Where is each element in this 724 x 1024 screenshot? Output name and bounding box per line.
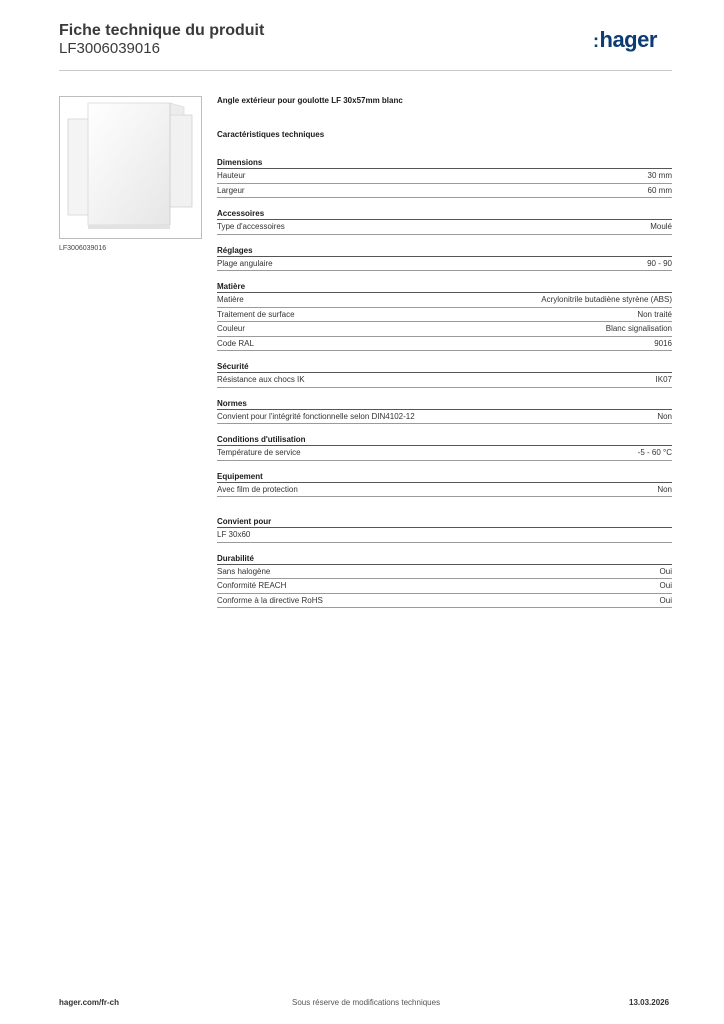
spec-group-title: Conditions d'utilisation [217,433,672,446]
spec-group [217,360,672,388]
spec-label: Hauteur [217,171,246,180]
spec-row [217,337,672,352]
corner-piece-illustration [60,97,201,238]
spec-row [217,373,672,388]
spec-value: Blanc signalisation [605,324,672,333]
spec-label: Largeur [217,185,245,195]
spec-value: Non [657,411,672,421]
spec-value: 30 mm [647,171,672,180]
spec-value: 90 - 90 [647,258,672,268]
spec-group [217,433,672,461]
spec-group [217,397,672,425]
spec-group [217,280,672,351]
spec-row [217,565,672,580]
spec-row [217,220,672,235]
spec-group-title: Dimensions [217,156,672,169]
spec-row [217,594,672,609]
spec-row [217,446,672,461]
spec-group-title: Réglages [217,244,672,257]
logo-dots: : [593,31,599,51]
spec-value: 60 mm [647,185,672,195]
spec-row [217,257,672,272]
spec-group-title: Equipement [217,470,672,483]
spec-label: Type d'accessoires [217,222,285,231]
spec-label: Traitement de surface [217,309,295,319]
spec-value: Oui [659,581,672,590]
spec-group [217,470,672,498]
spec-label: Avec film de protection [217,484,298,494]
spec-label: Résistance aux chocs IK [217,375,305,384]
footer-date: 13.03.2026 [629,998,670,1007]
hager-logo [593,27,657,53]
spec-group [217,515,672,543]
product-name: Angle extérieur pour goulotte LF 30x57mm blanc [217,96,403,105]
spec-label: LF 30x60 [217,530,251,539]
spec-value: Moulé [650,222,672,231]
spec-value: Acrylonitrile butadiène styrène (ABS) [541,295,672,304]
spec-label: Sans halogène [217,566,271,576]
spec-value: Oui [659,566,672,576]
spec-row [217,528,672,543]
spec-value: Oui [659,595,672,605]
footer-disclaimer: Sous réserve de modifications techniques [292,998,441,1007]
spec-group [217,244,672,272]
spec-label: Conforme à la directive RoHS [217,595,323,605]
spec-row [217,579,672,594]
spec-row [217,308,672,323]
spec-label: Température de service [217,448,301,457]
spec-label: Matière [217,295,244,304]
spec-group-title: Durabilité [217,552,672,565]
spec-value: Non traité [637,309,672,319]
spec-row [217,483,672,498]
spec-label: Code RAL [217,338,254,348]
spec-row [217,293,672,308]
spec-group-title: Accessoires [217,207,672,220]
spec-label: Plage angulaire [217,258,273,268]
product-reference: LF3006039016 [59,40,160,57]
spec-row [217,410,672,425]
spec-group-title: Normes [217,397,672,410]
spec-group-title: Matière [217,280,672,293]
section-heading: Caractéristiques techniques [217,130,325,139]
spec-value: IK07 [655,375,672,384]
spec-row [217,322,672,337]
spec-groups [217,156,672,608]
spec-group [217,207,672,235]
spec-label: Conformité REACH [217,581,287,590]
spec-label: Convient pour l'intégrité fonctionnelle selon DIN4102-12 [217,411,415,421]
spec-group-title: Sécurité [217,360,672,373]
spec-row [217,184,672,199]
product-image [59,96,202,239]
spec-group-title: Convient pour [217,515,672,528]
spec-label: Couleur [217,324,246,333]
spec-value: -5 - 60 °C [637,448,672,457]
spec-group [217,156,672,198]
spec-row [217,169,672,184]
specifications [217,96,672,617]
header-divider [59,70,672,71]
footer-website: hager.com/fr-ch [59,998,120,1007]
image-caption: LF3006039016 [59,245,107,252]
spec-value: Non [657,484,672,494]
spec-group [217,552,672,609]
spec-value: 9016 [654,338,672,348]
document-title: Fiche technique du produit [59,22,265,39]
logo-text: hager [599,27,657,52]
